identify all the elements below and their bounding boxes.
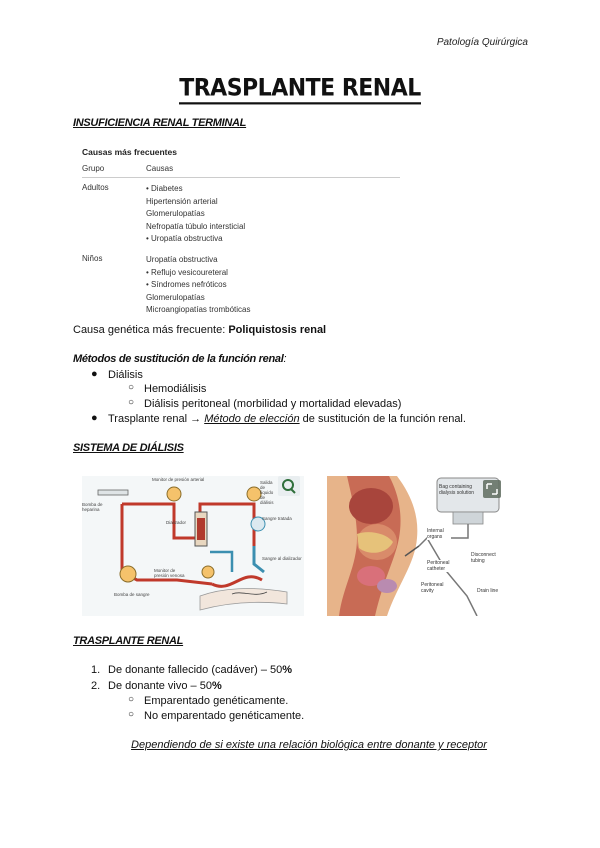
relationship-note: Dependiendo de si existe una relación biológica entre donante y receptor xyxy=(131,739,487,751)
ordered-num: 2. xyxy=(91,680,101,692)
hemodialysis-diagram xyxy=(82,476,304,616)
hemo-label: Sangre al dializador xyxy=(262,556,302,561)
hemo-label: Monitor de presión venosa xyxy=(154,568,185,578)
methods-heading xyxy=(73,353,286,365)
causes-table-divider xyxy=(82,177,400,178)
deceased-donor-percent-sign: % xyxy=(282,664,293,676)
section-heading-insuficiencia: INSUFICIENCIA RENAL TERMINAL xyxy=(73,117,247,129)
sub-bullet-circle: ○ xyxy=(128,694,135,705)
page-title xyxy=(0,75,600,103)
kid-cause: Microangiopatías trombóticas xyxy=(146,305,251,314)
causes-table-caption: Causas más frecuentes xyxy=(82,147,177,157)
kid-cause: • Síndromes nefróticos xyxy=(146,280,227,289)
hemo-label: Monitor de presión arterial xyxy=(152,477,205,482)
list-item-transplant xyxy=(108,413,466,425)
page-title-text: TRASPLANTE RENAL xyxy=(179,75,421,105)
peri-label: Peritoneal catheter xyxy=(427,560,457,572)
sub-bullet-circle: ○ xyxy=(128,709,135,720)
living-donor-text: De donante vivo – 50 xyxy=(108,680,212,692)
genetic-cause-line xyxy=(73,324,326,336)
list-item-unrelated: No emparentado genéticamente. xyxy=(144,710,305,722)
hemo-label: Dializador xyxy=(166,520,187,525)
genetic-cause-prefix: Causa genética más frecuente: xyxy=(73,324,229,336)
deceased-donor-text: De donante fallecido (cadáver) – 50 xyxy=(108,664,283,676)
methods-heading-text: Métodos de sustitución de la función renal xyxy=(73,353,284,365)
peritoneal-dialysis-diagram xyxy=(327,476,505,616)
causes-table-adults-list xyxy=(146,183,245,246)
hemo-label: Sangre tratada xyxy=(262,516,292,521)
list-item-living-donor xyxy=(108,680,222,692)
sub-bullet-circle: ○ xyxy=(128,382,135,393)
bullet-dot: ● xyxy=(91,412,98,424)
section-heading-transplant: TRASPLANTE RENAL xyxy=(73,635,184,647)
bullet-dot: ● xyxy=(91,368,98,380)
sub-bullet-circle: ○ xyxy=(128,397,135,408)
adult-cause: • Diabetes xyxy=(146,184,183,193)
list-item-deceased-donor xyxy=(108,664,292,676)
list-item-peritoneal: Diálisis peritoneal (morbilidad y mortalidad elevadas) xyxy=(144,398,402,410)
causes-table-col-causes: Causas xyxy=(146,164,174,173)
peri-label: Disconnect tubing xyxy=(471,552,503,564)
peri-label: Bag containing dialysis solution xyxy=(439,484,475,496)
methods-heading-colon: : xyxy=(283,353,287,365)
adult-cause: Hipertensión arterial xyxy=(146,196,218,206)
document-header-subject: Patología Quirúrgica xyxy=(436,37,528,48)
hemo-label: Bomba de sangre xyxy=(114,592,150,597)
list-item-dialysis: Diálisis xyxy=(108,369,143,381)
list-item-related: Emparentado genéticamente. xyxy=(144,695,289,707)
section-heading-dialysis: SISTEMA DE DIÁLISIS xyxy=(73,442,184,454)
causes-table-col-group: Grupo xyxy=(82,164,105,173)
causes-table-adults-label: Adultos xyxy=(82,183,109,192)
adult-cause: • Uropatía obstructiva xyxy=(146,234,223,243)
hemo-label: Salida de líquido de diálisis xyxy=(260,480,274,505)
causes-table-kids-label: Niños xyxy=(82,254,103,263)
living-donor-percent-sign: % xyxy=(211,680,222,692)
kid-cause: Glomerulopatías xyxy=(146,292,205,302)
hemo-label: Bomba de heparina xyxy=(82,502,103,512)
peri-label: Peritoneal cavity xyxy=(421,582,451,594)
transplant-suffix: de sustitución de la función renal. xyxy=(299,413,466,425)
peri-label: Internal organs xyxy=(427,528,451,540)
peritoneal-svg xyxy=(327,476,505,616)
kid-cause: • Reflujo vesicoureteral xyxy=(146,267,228,277)
adult-cause: Glomerulopatías xyxy=(146,209,205,218)
adult-cause: Nefropatía túbulo intersticial xyxy=(146,221,246,231)
transplant-method-link: Método de elección xyxy=(204,413,300,425)
genetic-cause-value: Poliquistosis renal xyxy=(228,324,327,336)
peri-label: Drain line xyxy=(477,588,499,594)
transplant-prefix: Trasplante renal → xyxy=(108,413,205,425)
causes-table-kids-list xyxy=(146,254,251,317)
list-item-hemodialysis: Hemodiálisis xyxy=(144,383,207,395)
kid-cause: Uropatía obstructiva xyxy=(146,255,218,264)
ordered-num: 1. xyxy=(91,664,101,676)
